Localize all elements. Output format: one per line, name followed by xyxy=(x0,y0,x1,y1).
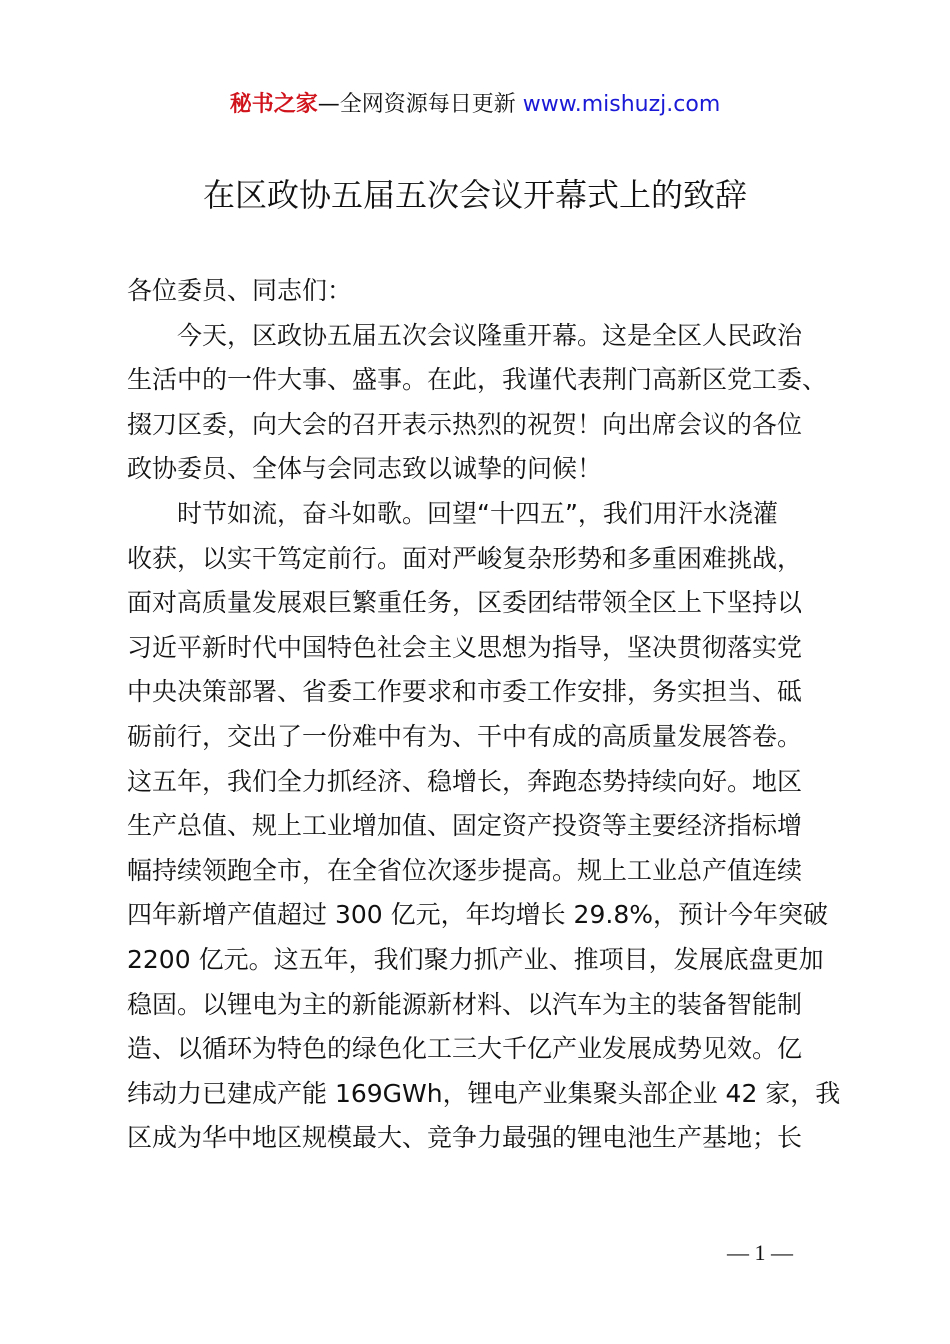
paragraph-line: 中央决策部署、省委工作要求和市委工作安排，务实担当、砥 xyxy=(127,677,803,707)
page-number: — 1 — xyxy=(727,1240,793,1265)
paragraph-line: 习近平新时代中国特色社会主义思想为指导，坚决贯彻落实党 xyxy=(127,632,803,662)
document-title: 在区政协五届五次会议开幕式上的致辞 xyxy=(202,176,747,214)
paragraph-line: 区成为华中地区规模最大、竞争力最强的锂电池生产基地；长 xyxy=(127,1123,803,1153)
paragraph-line: 掇刀区委，向大会的召开表示热烈的祝贺！向出席会议的各位 xyxy=(127,409,803,439)
paragraph-line: 造、以循环为特色的绿色化工三大千亿产业发展成势见效。亿 xyxy=(127,1034,803,1064)
paragraph-line: 收获，以实干笃定前行。面对严峻复杂形势和多重困难挑战， xyxy=(127,543,803,573)
paragraph-line: 纬动力已建成产能 169GWh，锂电产业集聚头部企业 42 家，我 xyxy=(127,1078,841,1108)
paragraph-line: 稳固。以锂电为主的新能源新材料、以汽车为主的装备智能制 xyxy=(127,989,803,1019)
paragraph-line: 幅持续领跑全市，在全省位次逐步提高。规上工业总产值连续 xyxy=(127,855,803,885)
paragraph-line: 今天，区政协五届五次会议隆重开幕。这是全区人民政治 xyxy=(177,320,803,350)
brand-name: 秘书之家 xyxy=(229,92,318,117)
salutation: 各位委员、同志们： xyxy=(127,276,353,305)
paragraph-line: 时节如流，奋斗如歌。回望“十四五”，我们用汗水浇灌 xyxy=(177,498,778,528)
paragraph-line: 面对高质量发展艰巨繁重任务，区委团结带领全区上下坚持以 xyxy=(127,588,803,618)
site-url-link[interactable]: www.mishuzj.com xyxy=(522,92,721,117)
site-header xyxy=(0,89,950,121)
paragraph-line: 四年新增产值超过 300 亿元，年均增长 29.8%，预计今年突破 xyxy=(127,900,828,930)
paragraph-line: 这五年，我们全力抓经济、稳增长，奔跑态势持续向好。地区 xyxy=(127,766,803,796)
header-slogan: —全网资源每日更新 xyxy=(317,92,516,117)
paragraph-line: 政协委员、全体与会同志致以诚挚的问候！ xyxy=(127,454,603,484)
paragraph-line: 砺前行，交出了一份难中有为、干中有成的高质量发展答卷。 xyxy=(127,721,803,751)
paragraph-line: 生产总值、规上工业增加值、固定资产投资等主要经济指标增 xyxy=(127,811,803,841)
paragraph-line: 2200 亿元。这五年，我们聚力抓产业、推项目，发展底盘更加 xyxy=(127,944,824,974)
paragraph-line: 生活中的一件大事、盛事。在此，我谨代表荆门高新区党工委、 xyxy=(127,365,828,395)
document-body xyxy=(127,269,841,1161)
